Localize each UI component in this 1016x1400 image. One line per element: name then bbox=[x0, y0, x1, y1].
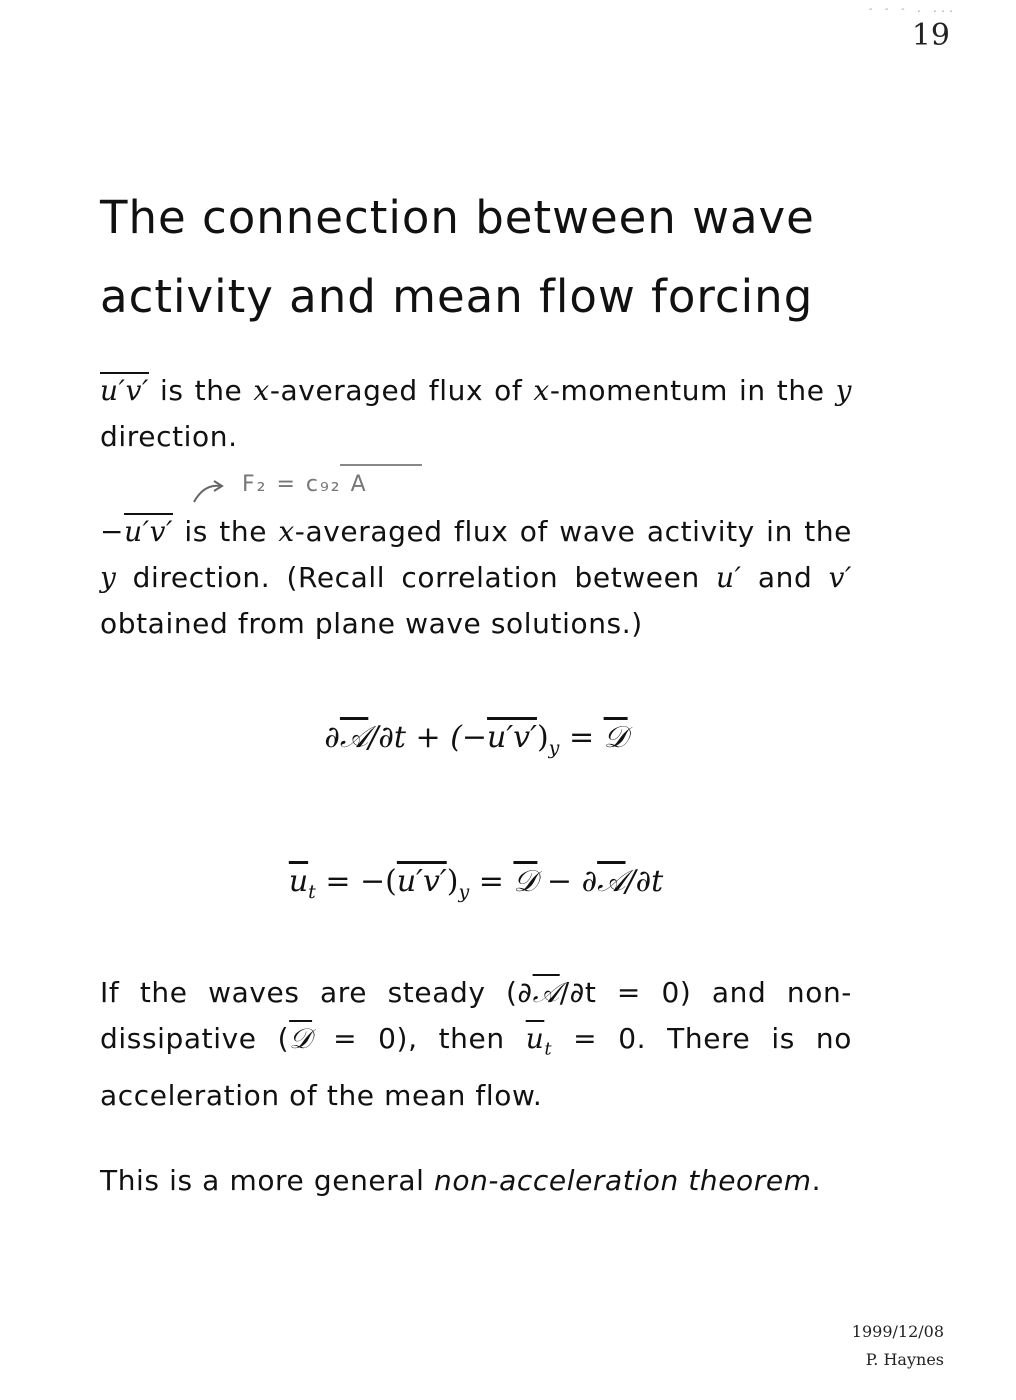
paragraph-wave-activity-flux: −u′v′ is the x-averaged flux of wave activity in the y direction. (Recall correlation between u′ and v′ obtained from plane wave solutions.) bbox=[100, 515, 853, 640]
uv-symbol: u′v′ bbox=[124, 515, 174, 548]
footer-date: 1999/12/08 bbox=[851, 1322, 944, 1341]
handwritten-page-number: 19 bbox=[911, 18, 950, 53]
paragraph-non-acceleration-theorem: This is a more general non-acceleration theorem. bbox=[100, 1164, 822, 1197]
title-line-1: The connection between wave bbox=[100, 191, 815, 244]
annotation-text: F₂ = c₉₂ A bbox=[242, 472, 368, 497]
emphasis-theorem: non-acceleration theorem bbox=[434, 1164, 812, 1197]
corner-mark: - - - . ... bbox=[867, 4, 956, 15]
annotation-overline bbox=[340, 464, 422, 466]
equation-wave-activity-conservation: ∂𝒜/∂t + $(-u'v')_y$ = 𝒟 bbox=[324, 720, 628, 759]
footer-author: P. Haynes bbox=[865, 1350, 944, 1369]
page-title bbox=[100, 178, 900, 336]
paragraph-steady-waves: If the waves are steady (∂𝒜/∂t = 0) and non-dissipative (𝒟 = 0), then $\overline{u}_t = 0$. There is no acceleration of the mean flow. bbox=[100, 976, 853, 1112]
paragraph-momentum-flux: u′v′ is the x-averaged flux of x-momentum in the y direction. bbox=[100, 374, 852, 453]
handwritten-annotation bbox=[190, 468, 430, 508]
uv-symbol: u′v′ bbox=[100, 374, 149, 407]
curved-arrow-icon bbox=[190, 476, 230, 506]
equation-mean-flow-acceleration: $\overline{u}_t = -(u'v')_y$ = 𝒟 − ∂𝒜/∂t bbox=[288, 864, 664, 903]
title-line-2: activity and mean flow forcing bbox=[100, 270, 814, 323]
